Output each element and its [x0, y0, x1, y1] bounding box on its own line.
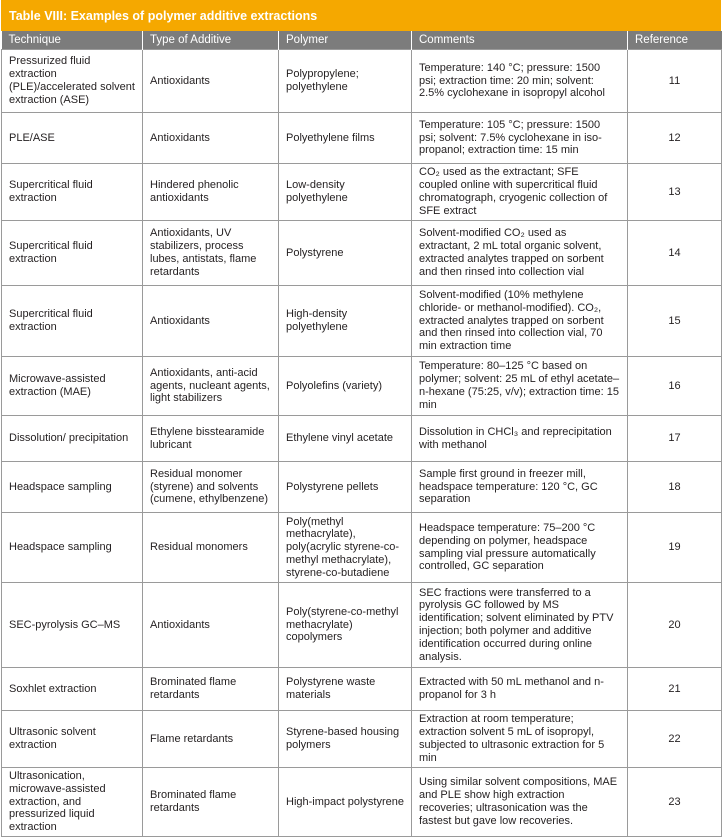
cell-technique: Supercritical fluid extraction — [2, 221, 143, 286]
cell-comments: CO₂ used as the extractant; SFE coupled online with supercritical fluid chromatograph, cryogenic collection of SFE extract — [412, 164, 628, 221]
cell-reference: 17 — [628, 416, 722, 462]
cell-reference: 13 — [628, 164, 722, 221]
cell-additive: Hindered phenolic antioxidants — [143, 164, 279, 221]
cell-technique: SEC-pyrolysis GC–MS — [2, 583, 143, 668]
cell-polymer: Polyolefins (variety) — [279, 357, 412, 416]
table-row — [2, 286, 722, 357]
column-header-reference: Reference — [628, 31, 722, 50]
table-row — [2, 668, 722, 711]
cell-comments: Solvent-modified (10% methylene chloride- or methanol-modified). CO₂, extracted analytes trapped on sorbent and then rinsed into collection vial, 70 min extraction time — [412, 286, 628, 357]
cell-technique: Soxhlet extraction — [2, 668, 143, 711]
cell-polymer: Polyethylene films — [279, 113, 412, 164]
table-row — [2, 462, 722, 513]
cell-additive: Brominated flame retardants — [143, 668, 279, 711]
cell-additive: Ethylene bisstearamide lubricant — [143, 416, 279, 462]
cell-reference: 22 — [628, 711, 722, 768]
cell-reference: 23 — [628, 768, 722, 837]
cell-additive: Brominated flame retardants — [143, 768, 279, 837]
cell-polymer: Polystyrene — [279, 221, 412, 286]
cell-additive: Flame retardants — [143, 711, 279, 768]
cell-additive: Antioxidants — [143, 583, 279, 668]
cell-comments: Temperature: 140 °C; pressure: 1500 psi; extraction time: 20 min; solvent: 2.5% cyclohexane in isopropyl alcohol — [412, 50, 628, 113]
cell-technique: Ultrasonic solvent extraction — [2, 711, 143, 768]
cell-polymer: Low-density polyethylene — [279, 164, 412, 221]
cell-comments: Temperature: 80–125 °C based on polymer; solvent: 25 mL of ethyl acetate–n-hexane (75:25, v/v); extraction time: 15 min — [412, 357, 628, 416]
cell-reference: 18 — [628, 462, 722, 513]
column-header-comments: Comments — [412, 31, 628, 50]
cell-additive: Residual monomers — [143, 513, 279, 583]
cell-technique: Headspace sampling — [2, 513, 143, 583]
cell-comments: Extracted with 50 mL methanol and n-propanol for 3 h — [412, 668, 628, 711]
cell-comments: Headspace temperature: 75–200 °C depending on polymer, headspace sampling vial pressure automatically controlled, GC separation — [412, 513, 628, 583]
cell-polymer: Polystyrene waste materials — [279, 668, 412, 711]
table-row — [2, 416, 722, 462]
cell-comments: Solvent-modified CO₂ used as extractant, 2 mL total organic solvent, extracted analytes trapped on sorbent and then rinsed into collection vial — [412, 221, 628, 286]
cell-reference: 20 — [628, 583, 722, 668]
cell-additive: Antioxidants, UV stabilizers, process lubes, antistats, flame retardants — [143, 221, 279, 286]
cell-reference: 21 — [628, 668, 722, 711]
cell-polymer: High-density polyethylene — [279, 286, 412, 357]
cell-technique: Headspace sampling — [2, 462, 143, 513]
table-title — [1, 0, 721, 31]
cell-reference: 11 — [628, 50, 722, 113]
table-row — [2, 711, 722, 768]
cell-technique: Ultrasonication, microwave-assisted extraction, and pressurized liquid extraction — [2, 768, 143, 837]
cell-polymer: Polystyrene pellets — [279, 462, 412, 513]
table-container — [1, 0, 721, 837]
cell-additive: Residual monomer (styrene) and solvents (cumene, ethylbenzene) — [143, 462, 279, 513]
table-row — [2, 513, 722, 583]
table-row — [2, 50, 722, 113]
cell-reference: 16 — [628, 357, 722, 416]
table-title-text: Table VIII: Examples of polymer additive extractions — [9, 8, 318, 23]
cell-additive: Antioxidants — [143, 113, 279, 164]
cell-reference: 15 — [628, 286, 722, 357]
cell-polymer: Poly(methyl methacrylate), poly(acrylic styrene-co-methyl methacrylate), styrene-co-butadiene — [279, 513, 412, 583]
cell-polymer: Poly(styrene-co-methyl methacrylate) copolymers — [279, 583, 412, 668]
cell-technique: Dissolution/ precipitation — [2, 416, 143, 462]
cell-reference: 19 — [628, 513, 722, 583]
cell-technique: Pressurized fluid extraction (PLE)/accelerated solvent extraction (ASE) — [2, 50, 143, 113]
column-header-technique: Technique — [2, 31, 143, 50]
cell-reference: 14 — [628, 221, 722, 286]
cell-comments: Extraction at room temperature; extraction solvent 5 mL of isopropyl, subjected to ultrasonic extraction for 5 min — [412, 711, 628, 768]
cell-additive: Antioxidants — [143, 286, 279, 357]
column-header-additive: Type of Additive — [143, 31, 279, 50]
table-row — [2, 583, 722, 668]
cell-additive: Antioxidants — [143, 50, 279, 113]
cell-additive: Antioxidants, anti-acid agents, nucleant agents, light stabilizers — [143, 357, 279, 416]
cell-technique: Microwave-assisted extraction (MAE) — [2, 357, 143, 416]
cell-technique: Supercritical fluid extraction — [2, 286, 143, 357]
cell-comments: Temperature: 105 °C; pressure: 1500 psi; solvent: 7.5% cyclohexane in iso-propanol; extraction time: 15 min — [412, 113, 628, 164]
cell-technique: Supercritical fluid extraction — [2, 164, 143, 221]
table-row — [2, 164, 722, 221]
cell-comments: Using similar solvent compositions, MAE and PLE show high extraction recoveries; ultrasonication was the fastest but gave low recoveries. — [412, 768, 628, 837]
table-row — [2, 768, 722, 837]
table-row — [2, 357, 722, 416]
cell-polymer: Styrene-based housing polymers — [279, 711, 412, 768]
cell-polymer: Polypropylene; polyethylene — [279, 50, 412, 113]
header-row — [2, 31, 722, 50]
cell-polymer: High-impact polystyrene — [279, 768, 412, 837]
cell-reference: 12 — [628, 113, 722, 164]
column-header-polymer: Polymer — [279, 31, 412, 50]
cell-comments: Sample first ground in freezer mill, headspace temperature: 120 °C, GC separation — [412, 462, 628, 513]
cell-comments: SEC fractions were transferred to a pyrolysis GC followed by MS identification; solvent eliminated by PTV injection; both polymer and additive identification occurred during online analysis. — [412, 583, 628, 668]
cell-technique: PLE/ASE — [2, 113, 143, 164]
table-row — [2, 113, 722, 164]
extractions-table — [1, 31, 722, 837]
cell-polymer: Ethylene vinyl acetate — [279, 416, 412, 462]
cell-comments: Dissolution in CHCl₃ and reprecipitation with methanol — [412, 416, 628, 462]
table-row — [2, 221, 722, 286]
